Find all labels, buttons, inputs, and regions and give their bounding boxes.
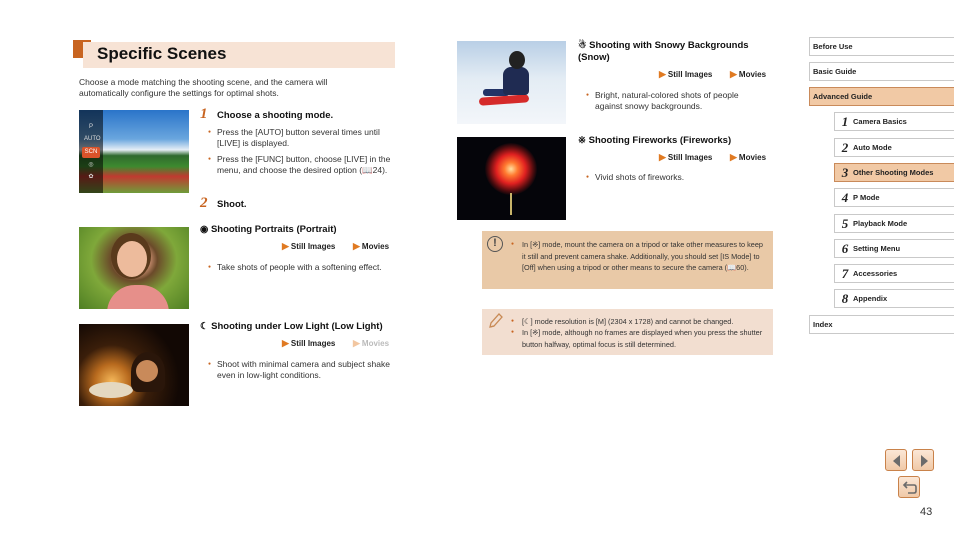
still-images-tag: ▶ Still Images: [282, 241, 336, 251]
nav-before-use[interactable]: Before Use: [809, 37, 954, 56]
nav-chapter-5[interactable]: [834, 214, 954, 233]
menu-item: P: [88, 124, 93, 130]
chapter-label: Auto Mode: [853, 143, 892, 152]
caution-text: ● In [※] mode, mount the camera on a tripod or take other measures to keep it still and prevent camera shake. Additionally, you should set [IS Mode] to [Off] when using a tripod or other means to secure the camera (📖60).: [522, 239, 764, 274]
chapter-num: 6: [841, 241, 849, 256]
fireworks-icon: ※: [578, 135, 589, 146]
face: [117, 241, 147, 277]
chapter-num: 4: [841, 190, 849, 205]
intro-text: Choose a mode matching the shooting scene, and the camera will automatically configure the settings for optimal shots.: [79, 77, 328, 98]
movies-tag: ▶ Movies: [730, 152, 767, 162]
nav-basic-guide[interactable]: Basic Guide: [809, 62, 954, 81]
scene-desc: ● Bright, natural-colored shots of people against snowy backgrounds.: [586, 90, 766, 112]
chapter-label: Camera Basics: [853, 117, 907, 126]
chapter-num: 5: [841, 216, 849, 231]
hint-item: ● In [※] mode, although no frames are displayed when you press the shutter button halfway, optimal focus is still determined.: [522, 327, 764, 350]
scene-title: Shooting under Low Light (Low Light): [211, 321, 383, 332]
fireworks-image: [457, 137, 566, 220]
nav-chapter-4[interactable]: [834, 188, 954, 207]
menu-item: ◎: [88, 162, 94, 168]
step-title: Shoot.: [217, 199, 247, 210]
movies-tag-unavailable: ▶ Movies: [353, 338, 390, 348]
scene-desc: ● Vivid shots of fireworks.: [586, 172, 766, 183]
still-images-tag: ▶ Still Images: [659, 69, 713, 79]
low-light-image: [79, 324, 189, 406]
prev-page-button[interactable]: [885, 449, 907, 471]
nav-chapter-6[interactable]: [834, 239, 954, 258]
menu-item: AUTO: [84, 136, 101, 142]
still-images-tag: ▶ Still Images: [659, 152, 713, 162]
chapter-num: 3: [841, 165, 849, 180]
nav-chapter-1[interactable]: [834, 112, 954, 131]
step-number: 2: [200, 195, 208, 211]
nav-chapter-3[interactable]: [834, 163, 954, 182]
child-head: [509, 51, 525, 69]
page-title: Specific Scenes: [97, 44, 227, 63]
next-page-button[interactable]: [912, 449, 934, 471]
firework-burst: [485, 143, 537, 195]
nav-chapter-2[interactable]: [834, 138, 954, 157]
page-number: 43: [920, 506, 933, 518]
return-button[interactable]: [898, 476, 920, 498]
low-light-icon: ☾: [200, 321, 212, 332]
still-images-tag: ▶ Still Images: [282, 338, 336, 348]
menu-item: SCN: [84, 149, 98, 155]
chapter-num: 1: [841, 114, 849, 129]
step-bullet: ● Press the [FUNC] button, choose [LIVE] in the menu, and choose the desired option (📖24).: [208, 154, 393, 176]
camera-mode-menu: [79, 110, 103, 193]
shirt: [107, 285, 169, 309]
scene-desc: ● Take shots of people with a softening effect.: [208, 262, 388, 273]
chapter-label: Setting Menu: [853, 244, 901, 253]
nav-index[interactable]: Index: [809, 315, 954, 334]
pencil-icon: [487, 312, 503, 330]
menu-item: ✿: [88, 174, 94, 180]
scene-title: Shooting with Snowy Backgrounds (Snow): [578, 40, 749, 63]
chapter-label: Appendix: [853, 294, 888, 303]
portrait-image: [79, 227, 189, 309]
chapter-label: Accessories: [853, 269, 898, 278]
portrait-heading: [200, 224, 337, 236]
snow-image: [457, 41, 566, 124]
low-light-heading: [200, 321, 383, 333]
return-icon: [899, 477, 921, 499]
movies-tag: ▶ Movies: [353, 241, 390, 251]
fireworks-heading: [578, 135, 731, 147]
camera-screen-image: [79, 110, 189, 193]
scene-title: Shooting Fireworks (Fireworks): [588, 135, 732, 146]
child-face: [136, 360, 158, 382]
chapter-num: 7: [841, 266, 849, 281]
nav-advanced-guide[interactable]: Advanced Guide: [809, 87, 954, 106]
step-number: 1: [200, 106, 208, 122]
chapter-label: Playback Mode: [853, 219, 908, 228]
hint-item: ● [☾] mode resolution is [M] (2304 x 1728) and cannot be changed.: [522, 316, 768, 328]
firework-trail: [510, 193, 512, 215]
movies-tag: ▶ Movies: [730, 69, 767, 79]
chapter-num: 8: [841, 291, 849, 306]
child-body: [503, 67, 529, 95]
scene-title: Shooting Portraits (Portrait): [210, 224, 337, 235]
chapter-num: 2: [841, 140, 849, 155]
arrow-left-icon: [886, 450, 908, 472]
cake: [89, 382, 133, 398]
nav-chapter-8[interactable]: [834, 289, 954, 308]
snow-icon: ☃: [578, 40, 590, 51]
scene-desc: ● Shoot with minimal camera and subject shake even in low-light conditions.: [208, 359, 393, 381]
step-bullet: ● Press the [AUTO] button several times until [LIVE] is displayed.: [208, 127, 388, 149]
warning-icon: !: [487, 236, 503, 252]
chapter-label: P Mode: [853, 193, 880, 202]
step-title: Choose a shooting mode.: [217, 110, 334, 121]
snow-heading: [578, 40, 768, 64]
portrait-icon: ◉: [200, 224, 211, 235]
arrow-right-icon: [913, 450, 935, 472]
chapter-label: Other Shooting Modes: [853, 168, 934, 177]
nav-chapter-7[interactable]: [834, 264, 954, 283]
